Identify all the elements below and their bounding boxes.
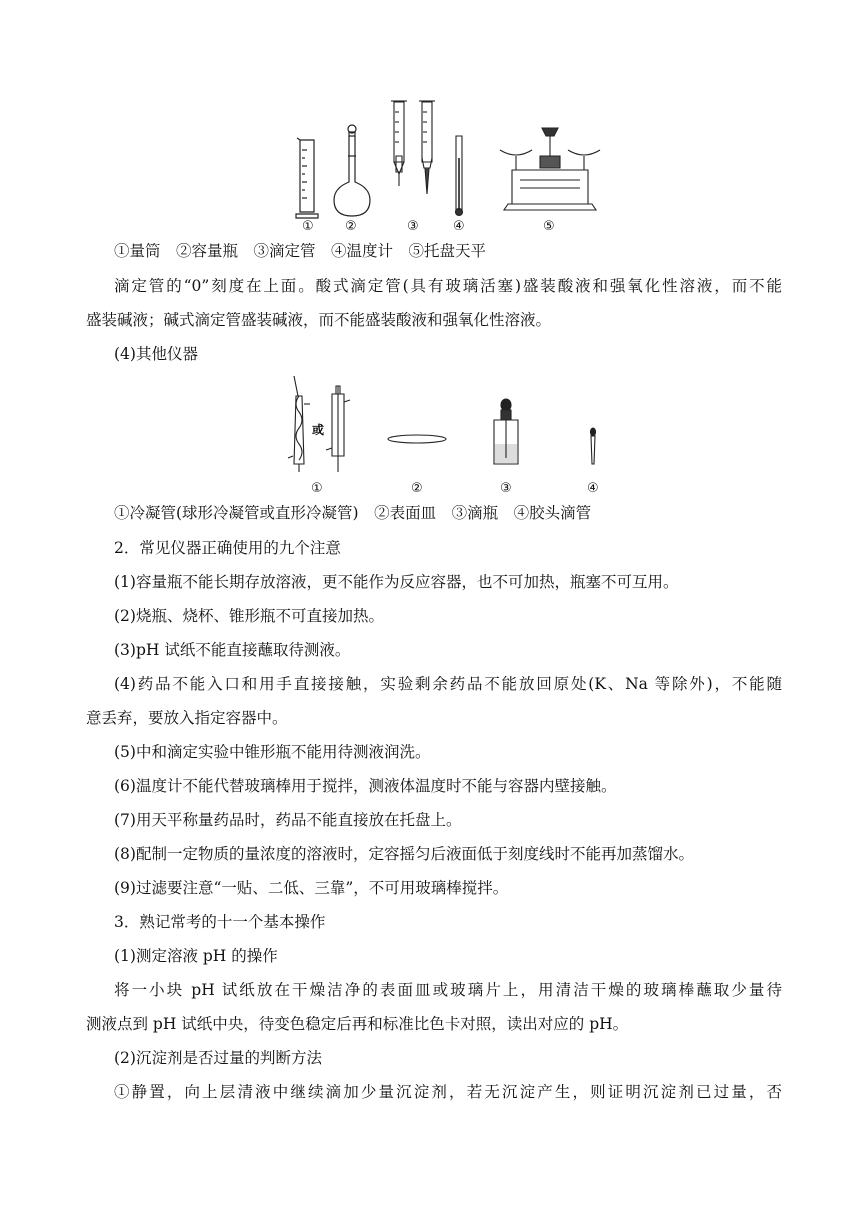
burette-illustration xyxy=(391,101,435,194)
watch-glass-illustration xyxy=(388,435,446,443)
section2-title: 2．常见仪器正确使用的九个注意 xyxy=(114,539,341,557)
note-2: (2)烧瓶、烧杯、锥形瓶不可直接加热。 xyxy=(114,607,384,625)
operation-1-line-1: 将一小块 pH 试纸放在干燥洁净的表面皿或玻璃片上，用清洁干燥的玻璃棒蘸取少量待 xyxy=(114,981,782,999)
figure-measuring-instruments xyxy=(290,98,610,234)
or-label: 或 xyxy=(312,423,325,437)
figure1-label-5: ⑤ xyxy=(543,219,555,234)
figure2-label-3: ③ xyxy=(500,481,512,496)
figure1-label-4: ④ xyxy=(453,219,465,234)
section3-title: 3．熟记常考的十一个基本操作 xyxy=(114,913,326,931)
burette-paragraph-line-1: 滴定管的“0”刻度在上面。酸式滴定管(具有玻璃活塞)盛装酸液和强氧化性溶液，而不能 xyxy=(114,277,782,295)
figure2-label-1: ① xyxy=(311,481,323,496)
figure1-label-3: ③ xyxy=(407,219,419,234)
note-7: (7)用天平称量药品时，药品不能直接放在托盘上。 xyxy=(114,811,462,829)
figure2-label-2: ② xyxy=(411,481,423,496)
operation-1-title: (1)测定溶液 pH 的操作 xyxy=(114,947,278,965)
note-9: (9)过滤要注意“一贴、二低、三靠”，不可用玻璃棒搅拌。 xyxy=(114,879,509,897)
operation-1-line-2: 测液点到 pH 试纸中央，待变色稳定后再和标准比色卡对照，读出对应的 pH。 xyxy=(86,1015,629,1033)
note-4-line-1: (4)药品不能入口和用手直接接触，实验剩余药品不能放回原处(K、Na 等除外)，不能随 xyxy=(114,675,782,693)
dropping-bottle-illustration xyxy=(494,399,518,464)
operation-2-line-1: ①静置，向上层清液中继续滴加少量沉淀剂，若无沉淀产生，则证明沉淀剂已过量，否 xyxy=(114,1083,782,1101)
figure2-label-4: ④ xyxy=(587,481,599,496)
graduated-cylinder-illustration xyxy=(296,138,318,218)
figure1-label-1: ① xyxy=(302,219,314,234)
figure2-caption: ①冷凝管(球形冷凝管或直形冷凝管) ②表面皿 ③滴瓶 ④胶头滴管 xyxy=(114,504,592,522)
figure1-label-2: ② xyxy=(345,219,357,234)
heading-other-instruments: (4)其他仪器 xyxy=(114,345,198,363)
figure1-caption: ①量筒 ②容量瓶 ③滴定管 ④温度计 ⑤托盘天平 xyxy=(114,242,487,260)
note-8: (8)配制一定物质的量浓度的溶液时，定容摇匀后液面低于刻度线时不能再加蒸馏水。 xyxy=(114,845,694,863)
volumetric-flask-illustration xyxy=(334,125,370,216)
note-5: (5)中和滴定实验中锥形瓶不能用待测液润洗。 xyxy=(114,743,431,761)
thermometer-illustration xyxy=(456,136,463,216)
operation-2-title: (2)沉淀剂是否过量的判断方法 xyxy=(114,1049,322,1067)
note-4-line-2: 意丢弃，要放入指定容器中。 xyxy=(86,709,288,727)
burette-paragraph-line-2: 盛装碱液；碱式滴定管盛装碱液，而不能盛装酸液和强氧化性溶液。 xyxy=(86,311,552,329)
figure-other-instruments xyxy=(280,372,610,498)
rubber-dropper-illustration xyxy=(591,428,596,464)
note-6: (6)温度计不能代替玻璃棒用于搅拌，测液体温度时不能与容器内壁接触。 xyxy=(114,777,617,795)
balance-illustration xyxy=(500,128,600,210)
note-1: (1)容量瓶不能长期存放溶液，更不能作为反应容器，也不可加热，瓶塞不可互用。 xyxy=(114,573,679,591)
note-3: (3)pH 试纸不能直接蘸取待测液。 xyxy=(114,641,351,659)
